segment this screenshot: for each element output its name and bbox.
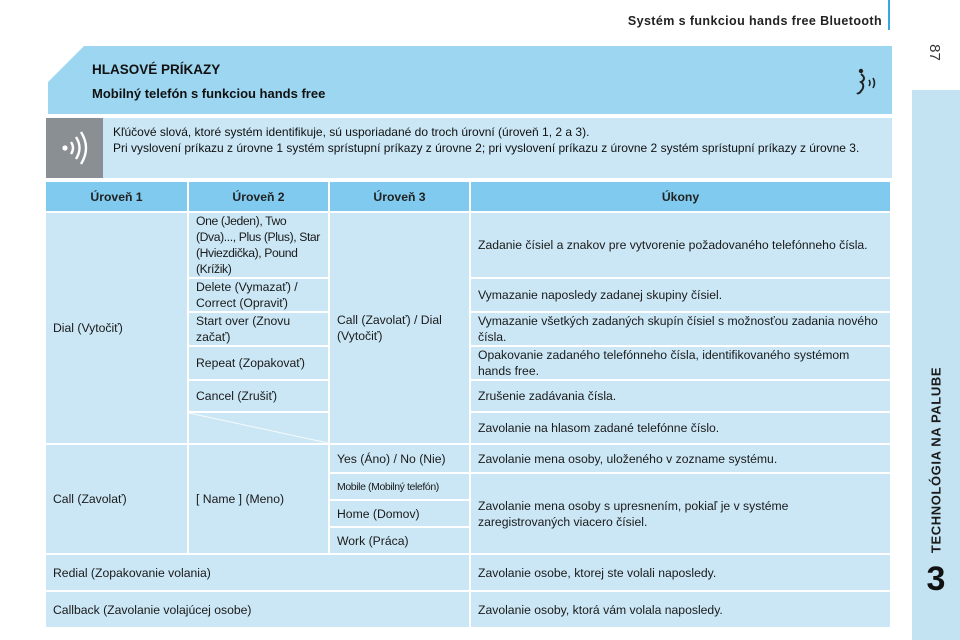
chapter-number: 3 — [926, 560, 946, 598]
dial-level3-cell: Call (Zavolať) / Dial (Vytočiť) — [330, 213, 471, 445]
call-location-action: Zavolanie mena osoby s upresnením, pokiaľ je v systéme zaregistrovaných viacero čísiel. — [471, 474, 892, 555]
page-number: 87 — [925, 44, 943, 61]
section-subtitle: Mobilný telefón s funkciou hands free — [92, 86, 326, 101]
dial-delete-action: Vymazanie naposledy zadanej skupiny čísiel. — [471, 279, 892, 313]
table-row — [46, 445, 892, 474]
call-mobile-cell: Mobile (Mobilný telefón) — [330, 474, 471, 501]
table-header-row — [46, 182, 892, 213]
redial-command-cell: Redial (Zopakovanie volania) — [46, 555, 471, 592]
voice-command-icon — [852, 68, 880, 98]
dial-digits-cell: One (Jeden), Two (Dva)..., Plus (Plus), Star (Hviezdička), Pound (Krížik) — [189, 213, 330, 279]
table-row — [46, 555, 892, 592]
call-level2-cell: [ Name ] (Meno) — [189, 445, 330, 555]
dial-call-action: Zavolanie na hlasom zadané telefónne číslo. — [471, 413, 892, 445]
call-yesno-cell: Yes (Áno) / No (Nie) — [330, 445, 471, 474]
table-row — [46, 213, 892, 279]
call-work-cell: Work (Práca) — [330, 528, 471, 555]
dial-level1-cell: Dial (Vytočiť) — [46, 213, 189, 445]
intro-text: Kľúčové slová, ktoré systém identifikuje, sú usporiadané do troch úrovní (úroveň 1, 2 a 3). Pri vyslovení príkazu z úrovne 1 systém sprístupní príkazy z úrovne 2; pri vyslovení príkazu z úrovne 2 systém sprístupní príkazy z úrovne 3. — [103, 118, 892, 178]
chapter-side-tab — [912, 90, 960, 640]
chapter-title: TECHNOLÓGIA NA PALUBE — [928, 366, 944, 554]
call-home-cell: Home (Domov) — [330, 501, 471, 528]
dial-delete-cell: Delete (Vymazať) / Correct (Opraviť) — [189, 279, 330, 313]
dial-startover-action: Vymazanie všetkých zadaných skupín čísiel s možnosťou zadania nového čísla. — [471, 313, 892, 347]
header-actions: Úkony — [471, 182, 892, 213]
header-divider — [888, 0, 890, 30]
dial-repeat-cell: Repeat (Zopakovať) — [189, 347, 330, 381]
callback-command-cell: Callback (Zavolanie volajúcej osobe) — [46, 592, 471, 629]
header-level-2: Úroveň 2 — [189, 182, 330, 213]
dial-startover-cell: Start over (Znovu začať) — [189, 313, 330, 347]
dial-cancel-cell: Cancel (Zrušiť) — [189, 381, 330, 413]
voice-commands-table — [46, 182, 892, 629]
dial-cancel-action: Zrušenie zadávania čísla. — [471, 381, 892, 413]
table-row — [46, 592, 892, 629]
dial-empty-cell — [189, 413, 330, 445]
callback-action-cell: Zavolanie osoby, ktorá vám volala naposledy. — [471, 592, 892, 629]
speaker-sound-icon — [46, 118, 103, 178]
call-yesno-action: Zavolanie mena osoby, uloženého v zozname systému. — [471, 445, 892, 474]
section-title: HLASOVÉ PRÍKAZY — [92, 62, 221, 77]
intro-icon-box — [46, 118, 103, 178]
page-header-title: Systém s funkciou hands free Bluetooth — [627, 14, 882, 28]
redial-action-cell: Zavolanie osobe, ktorej ste volali naposledy. — [471, 555, 892, 592]
header-level-1: Úroveň 1 — [46, 182, 189, 213]
dial-digits-action: Zadanie čísiel a znakov pre vytvorenie požadovaného telefónneho čísla. — [471, 213, 892, 279]
section-banner — [48, 46, 892, 114]
dial-repeat-action: Opakovanie zadaného telefónneho čísla, identifikovaného systémom hands free. — [471, 347, 892, 381]
call-level1-cell: Call (Zavolať) — [46, 445, 189, 555]
header-level-3: Úroveň 3 — [330, 182, 471, 213]
